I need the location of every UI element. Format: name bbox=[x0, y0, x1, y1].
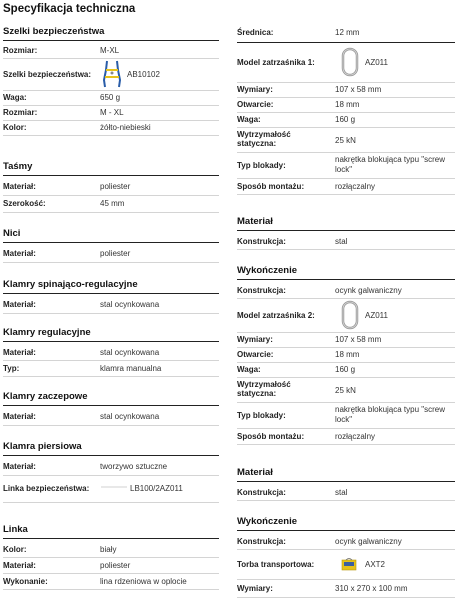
spec-row bbox=[237, 347, 455, 363]
spec-value: 18 mm bbox=[335, 100, 360, 109]
lanyard-thumbnail-icon bbox=[101, 486, 127, 488]
spec-key: Szerokość: bbox=[3, 199, 46, 208]
spec-key: Kolor: bbox=[3, 123, 27, 132]
section-material bbox=[237, 467, 455, 482]
spec-key: Wykonanie: bbox=[3, 577, 48, 586]
spec-key: Materiał: bbox=[3, 561, 36, 570]
spec-key: Materiał: bbox=[3, 412, 36, 421]
section-title: Taśmy bbox=[3, 161, 219, 176]
section-title: Nici bbox=[3, 228, 219, 243]
spec-value: nakrętka blokująca typu "screw lock" bbox=[335, 405, 446, 424]
spec-value: klamra manualna bbox=[100, 364, 162, 373]
spec-key: Materiał: bbox=[3, 182, 36, 191]
spec-value: AZ011 bbox=[365, 311, 388, 320]
spec-key: Model zatrzaśnika 1: bbox=[237, 58, 315, 67]
section-title: Klamry spinająco-regulacyjne bbox=[3, 279, 219, 294]
spec-value: 25 kN bbox=[335, 386, 356, 395]
spec-value: 18 mm bbox=[335, 350, 360, 359]
spec-key: Wytrzymałość statyczna: bbox=[237, 130, 291, 148]
spec-row bbox=[237, 82, 455, 98]
spec-row bbox=[237, 428, 455, 445]
spec-row bbox=[237, 549, 455, 580]
spec-value: AB10102 bbox=[127, 70, 160, 79]
harness-thumbnail-icon bbox=[101, 60, 123, 90]
spec-key: Materiał: bbox=[3, 249, 36, 258]
section-title: Linka bbox=[3, 524, 219, 539]
spec-key: Średnica: bbox=[237, 28, 274, 37]
spec-row bbox=[237, 282, 455, 299]
spec-key: Waga: bbox=[3, 93, 27, 102]
spec-value: M - XL bbox=[100, 108, 124, 117]
section-rope bbox=[3, 524, 219, 539]
spec-value: 45 mm bbox=[100, 199, 125, 208]
spec-row bbox=[237, 402, 455, 429]
spec-row bbox=[237, 362, 455, 378]
spec-value: żółto-niebieski bbox=[100, 123, 151, 132]
spec-row bbox=[3, 360, 219, 377]
spec-row bbox=[237, 579, 455, 598]
spec-value: nakrętka blokująca typu "screw lock" bbox=[335, 155, 446, 174]
spec-row bbox=[237, 42, 455, 83]
spec-value: 107 x 58 mm bbox=[335, 335, 382, 344]
section-finish bbox=[237, 265, 455, 280]
spec-row bbox=[3, 344, 219, 361]
spec-key: Rozmiar: bbox=[3, 108, 38, 117]
spec-key: Konstrukcja: bbox=[237, 237, 286, 246]
spec-value: poliester bbox=[100, 249, 131, 258]
spec-value: AZ011 bbox=[365, 58, 388, 67]
section-title: Wykończenie bbox=[237, 265, 455, 280]
spec-value: 25 kN bbox=[335, 136, 356, 145]
spec-value: LB100/2AZ011 bbox=[130, 484, 183, 493]
spec-value: poliester bbox=[100, 561, 131, 570]
spec-value: M-XL bbox=[100, 46, 120, 55]
spec-key: Szelki bezpieczeństwa: bbox=[3, 70, 92, 79]
spec-key: Waga: bbox=[237, 365, 261, 374]
spec-key: Sposób montażu: bbox=[237, 432, 305, 441]
spec-row bbox=[3, 105, 219, 121]
spec-key: Konstrukcja: bbox=[237, 488, 286, 497]
spec-key: Otwarcie: bbox=[237, 100, 274, 109]
page-title: Specyfikacja techniczna bbox=[3, 3, 136, 15]
spec-key: Konstrukcja: bbox=[237, 537, 286, 546]
spec-value: ocynk galwaniczny bbox=[335, 537, 402, 546]
section-harness bbox=[3, 26, 219, 41]
spec-value: tworzywo sztuczne bbox=[100, 462, 168, 471]
spec-key: Sposób montażu: bbox=[237, 182, 305, 191]
section-straps bbox=[3, 161, 219, 176]
spec-key: Konstrukcja: bbox=[237, 286, 286, 295]
spec-value: stal ocynkowana bbox=[100, 412, 160, 421]
section-material bbox=[237, 216, 455, 231]
spec-row bbox=[3, 296, 219, 314]
spec-value: stal bbox=[335, 237, 348, 246]
section-chest-buckle bbox=[3, 441, 219, 456]
spec-value: 160 g bbox=[335, 115, 356, 124]
section-title: Klamry regulacyjne bbox=[3, 327, 219, 342]
spec-row bbox=[237, 484, 455, 501]
carabiner-icon bbox=[341, 300, 359, 332]
section-title: Szelki bezpieczeństwa bbox=[3, 26, 219, 41]
section-finish bbox=[237, 516, 455, 531]
spec-value: rozłączalny bbox=[335, 182, 376, 191]
section-title: Materiał bbox=[237, 467, 455, 482]
spec-key: Materiał: bbox=[3, 462, 36, 471]
spec-row bbox=[3, 120, 219, 136]
spec-value: 12 mm bbox=[335, 28, 360, 37]
spec-row bbox=[3, 541, 219, 558]
spec-key: Materiał: bbox=[3, 300, 36, 309]
bag-icon bbox=[341, 557, 357, 573]
spec-value: stal bbox=[335, 488, 348, 497]
spec-row bbox=[237, 112, 455, 128]
spec-row bbox=[237, 97, 455, 113]
spec-key: Wymiary: bbox=[237, 85, 273, 94]
spec-key: Otwarcie: bbox=[237, 350, 274, 359]
spec-key: Materiał: bbox=[3, 348, 36, 357]
carabiner-icon bbox=[341, 47, 359, 79]
spec-value: biały bbox=[100, 545, 117, 554]
spec-row bbox=[3, 43, 219, 59]
spec-row bbox=[237, 24, 455, 43]
spec-key: Model zatrzaśnika 2: bbox=[237, 311, 315, 320]
spec-key: Wymiary: bbox=[237, 335, 273, 344]
spec-row bbox=[3, 557, 219, 574]
spec-row bbox=[3, 475, 219, 503]
spec-row bbox=[237, 533, 455, 550]
section-buckles-adjusting bbox=[3, 327, 219, 342]
spec-value: poliester bbox=[100, 182, 131, 191]
spec-value: stal ocynkowana bbox=[100, 348, 160, 357]
spec-row bbox=[237, 377, 455, 403]
spec-key: Wymiary: bbox=[237, 584, 273, 593]
spec-row bbox=[3, 58, 219, 91]
spec-row bbox=[237, 332, 455, 348]
spec-row bbox=[237, 233, 455, 250]
spec-value: lina rdzeniowa w oplocie bbox=[100, 577, 187, 586]
spec-value: 650 g bbox=[100, 93, 121, 102]
section-buckles-fastening bbox=[3, 279, 219, 294]
spec-value: 107 x 58 mm bbox=[335, 85, 382, 94]
spec-row bbox=[3, 458, 219, 476]
spec-value: 310 x 270 x 100 mm bbox=[335, 584, 408, 593]
spec-key: Typ: bbox=[3, 364, 20, 373]
spec-key: Typ blokady: bbox=[237, 161, 286, 170]
spec-row bbox=[3, 195, 219, 213]
section-title: Klamra piersiowa bbox=[3, 441, 219, 456]
spec-value: AXT2 bbox=[365, 560, 386, 569]
spec-row bbox=[3, 573, 219, 590]
spec-row bbox=[3, 245, 219, 263]
spec-row bbox=[3, 90, 219, 106]
spec-row bbox=[237, 127, 455, 153]
spec-row bbox=[237, 152, 455, 179]
spec-key: Linka bezpieczeństwa: bbox=[3, 484, 90, 493]
section-buckles-hooking bbox=[3, 391, 219, 406]
spec-value: 160 g bbox=[335, 365, 356, 374]
spec-row bbox=[237, 178, 455, 195]
spec-row bbox=[3, 408, 219, 426]
spec-value: stal ocynkowana bbox=[100, 300, 160, 309]
section-title: Wykończenie bbox=[237, 516, 455, 531]
spec-key: Rozmiar: bbox=[3, 46, 38, 55]
section-title: Klamry zaczepowe bbox=[3, 391, 219, 406]
spec-key: Kolor: bbox=[3, 545, 27, 554]
spec-value: rozłączalny bbox=[335, 432, 376, 441]
spec-key: Waga: bbox=[237, 115, 261, 124]
spec-row bbox=[3, 178, 219, 196]
section-title: Materiał bbox=[237, 216, 455, 231]
spec-key: Typ blokady: bbox=[237, 411, 286, 420]
section-threads bbox=[3, 228, 219, 243]
spec-key: Torba transportowa: bbox=[237, 560, 315, 569]
spec-key: Wytrzymałość statyczna: bbox=[237, 380, 291, 398]
spec-value: ocynk galwaniczny bbox=[335, 286, 402, 295]
spec-row bbox=[237, 298, 455, 333]
